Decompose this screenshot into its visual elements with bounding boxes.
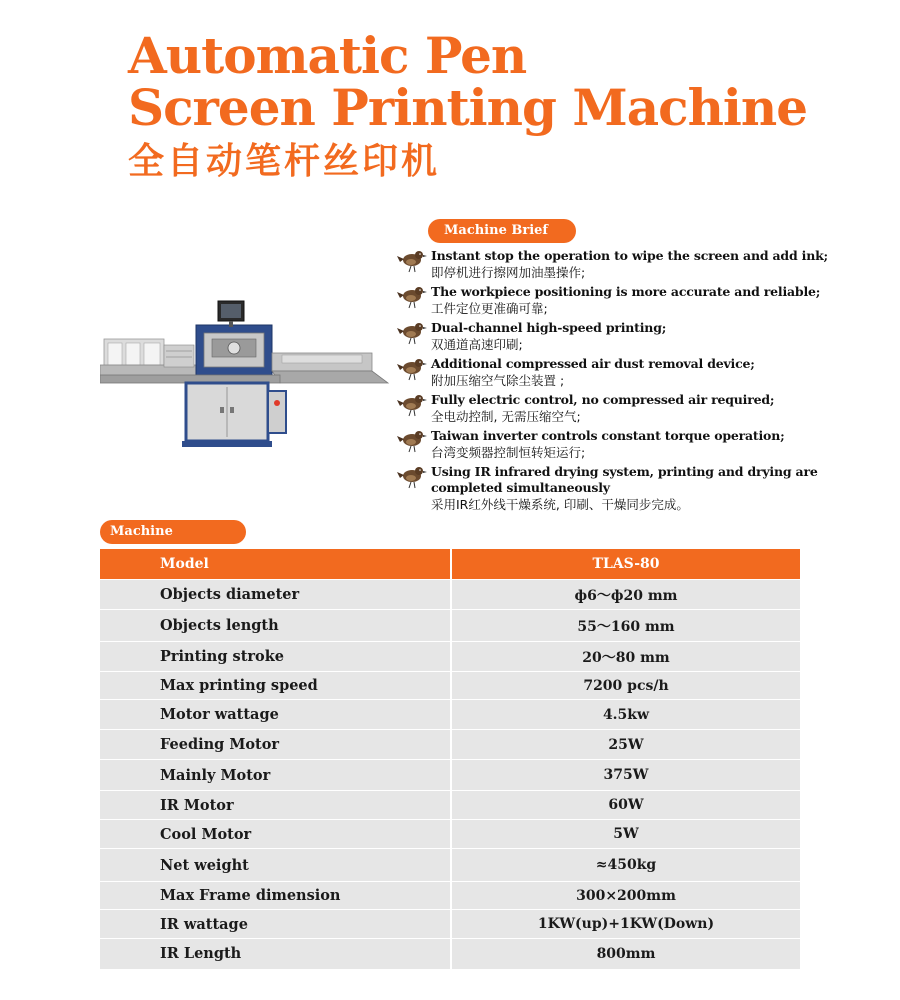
param-name: Printing stroke — [100, 642, 451, 672]
machine-brief-label: Machine Brief — [428, 219, 576, 243]
title-line-1: Automatic Pen — [128, 26, 527, 85]
table-row — [100, 760, 800, 791]
param-value: 375W — [451, 760, 800, 791]
brief-english: Fully electric control, no compressed air required; — [431, 392, 775, 407]
param-value: 55～160 mm — [451, 610, 800, 642]
param-value: ≈450kg — [451, 849, 800, 882]
brief-chinese: 全电动控制, 无需压缩空气; — [431, 409, 581, 424]
param-name: Objects diameter — [100, 580, 451, 610]
bird-icon — [396, 355, 428, 381]
brief-english: Dual-channel high-speed printing; — [431, 320, 667, 335]
brief-chinese: 采用IR红外线干燥系统, 印刷、干燥同步完成。 — [431, 497, 689, 512]
param-value: 5W — [451, 820, 800, 849]
machine-image — [100, 295, 392, 455]
table-row — [100, 642, 800, 672]
param-name: Motor wattage — [100, 700, 451, 730]
table-row — [100, 882, 800, 910]
table-row — [100, 849, 800, 882]
list-item — [396, 284, 866, 317]
bird-icon — [396, 463, 428, 489]
table-row — [100, 820, 800, 849]
header-model: Model — [100, 549, 451, 580]
table-header-row — [100, 549, 800, 580]
parameter-table — [100, 549, 800, 969]
brief-chinese: 双通道高速印刷; — [431, 337, 523, 352]
param-name: Objects length — [100, 610, 451, 642]
param-name: IR Length — [100, 939, 451, 969]
param-value: 300×200mm — [451, 882, 800, 910]
list-item — [396, 248, 866, 281]
brief-chinese: 工件定位更准确可靠; — [431, 301, 548, 316]
machine-brief-list — [396, 248, 866, 516]
header-model-value: TLAS-80 — [451, 549, 800, 580]
title-line-2: Screen Printing Machine — [128, 78, 808, 137]
param-name: Net weight — [100, 849, 451, 882]
param-name: IR Motor — [100, 791, 451, 820]
brief-english: Taiwan inverter controls constant torque operation; — [431, 428, 785, 443]
param-name: Max printing speed — [100, 672, 451, 700]
table-row — [100, 791, 800, 820]
param-name: IR wattage — [100, 910, 451, 939]
param-value: 25W — [451, 730, 800, 760]
bird-icon — [396, 247, 428, 273]
list-item — [396, 392, 866, 425]
list-item — [396, 428, 866, 461]
machine-parameter-label: Machine — [100, 520, 246, 544]
brief-english: Using IR infrared drying system, printing and drying are completed simultaneously — [431, 464, 818, 495]
title-chinese: 全自动笔杆丝印机 — [128, 141, 441, 182]
table-row — [100, 700, 800, 730]
list-item — [396, 356, 866, 389]
bird-icon — [396, 427, 428, 453]
brief-chinese: 附加压缩空气除尘装置 ; — [431, 373, 565, 388]
table-row — [100, 610, 800, 642]
param-value: ф6～ф20 mm — [451, 580, 800, 610]
brief-chinese: 台湾变频器控制恒转矩运行; — [431, 445, 586, 460]
param-name: Cool Motor — [100, 820, 451, 849]
param-value: 1KW(up)+1KW(Down) — [451, 910, 800, 939]
param-value: 20～80 mm — [451, 642, 800, 672]
table-row — [100, 580, 800, 610]
bird-icon — [396, 283, 428, 309]
bird-icon — [396, 391, 428, 417]
brief-chinese: 即停机进行擦网加油墨操作; — [431, 265, 586, 280]
list-item — [396, 320, 866, 353]
table-row — [100, 730, 800, 760]
brief-english: Additional compressed air dust removal device; — [431, 356, 755, 371]
param-name: Feeding Motor — [100, 730, 451, 760]
list-item — [396, 464, 866, 513]
param-value: 7200 pcs/h — [451, 672, 800, 700]
table-row — [100, 672, 800, 700]
param-value: 4.5kw — [451, 700, 800, 730]
param-name: Max Frame dimension — [100, 882, 451, 910]
brief-english: The workpiece positioning is more accurate and reliable; — [431, 284, 821, 299]
param-value: 800mm — [451, 939, 800, 969]
bird-icon — [396, 319, 428, 345]
table-row — [100, 910, 800, 939]
param-name: Mainly Motor — [100, 760, 451, 791]
table-row — [100, 939, 800, 969]
brief-english: Instant stop the operation to wipe the screen and add ink; — [431, 248, 828, 263]
param-value: 60W — [451, 791, 800, 820]
